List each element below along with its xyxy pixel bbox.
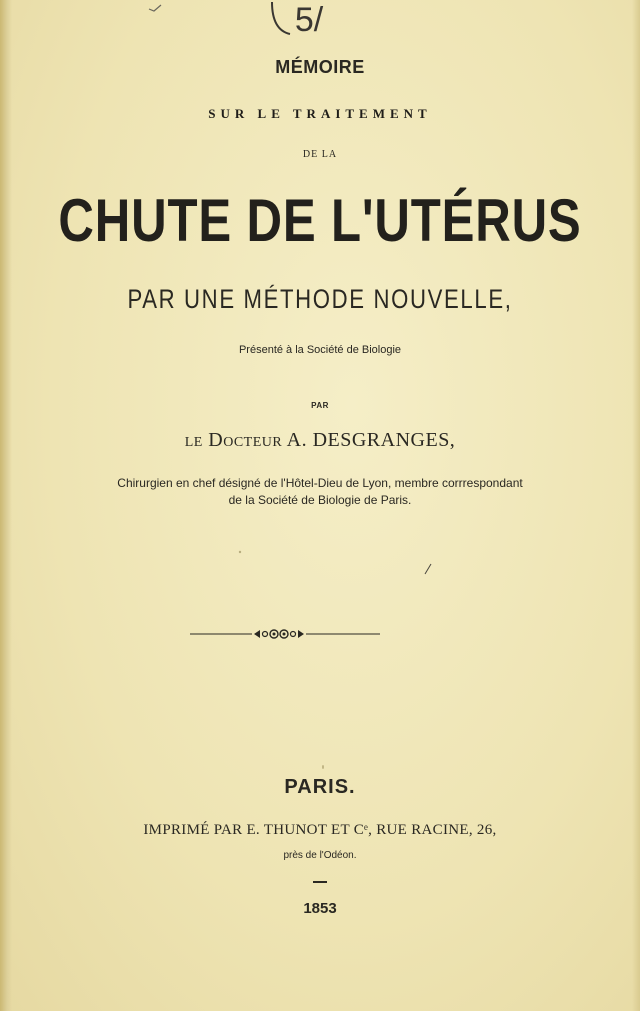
by-line: PAR	[311, 401, 329, 410]
stray-ink-mark	[424, 563, 432, 575]
pencil-tick-mark	[148, 4, 162, 12]
title-memoire: MÉMOIRE	[275, 57, 365, 77]
author-credentials-1: Chirurgien en chef désigné de l'Hôtel-Dieu de Lyon, membre corrrespondant	[117, 476, 523, 490]
divider-ornament	[190, 626, 380, 642]
title-subtitle: PAR UNE MÉTHODE NOUVELLE,	[127, 284, 513, 314]
imprint-printer: IMPRIMÉ PAR E. THUNOT ET Cᵉ, RUE RACINE, 26,	[143, 822, 497, 838]
author-name: le Docteur A. DESGRANGES,	[184, 429, 456, 451]
stray-dot	[238, 550, 242, 554]
title-sur-le-traitement: SUR LE TRAITEMENT	[208, 106, 432, 121]
title-main: CHUTE DE L'UTÉRUS	[58, 187, 582, 254]
handwritten-shelfmark: 5/	[268, 0, 338, 40]
title-de-la: DE LA	[302, 149, 338, 160]
imprint-location: près de l'Odéon.	[283, 850, 357, 861]
stray-dot	[321, 764, 325, 770]
imprint-city: PARIS.	[284, 776, 356, 798]
imprint-year: 1853	[303, 900, 337, 917]
presented-line: Présenté à la Société de Biologie	[238, 344, 402, 356]
short-rule	[313, 881, 327, 883]
author-credentials-2: de la Société de Biologie de Paris.	[228, 493, 412, 507]
